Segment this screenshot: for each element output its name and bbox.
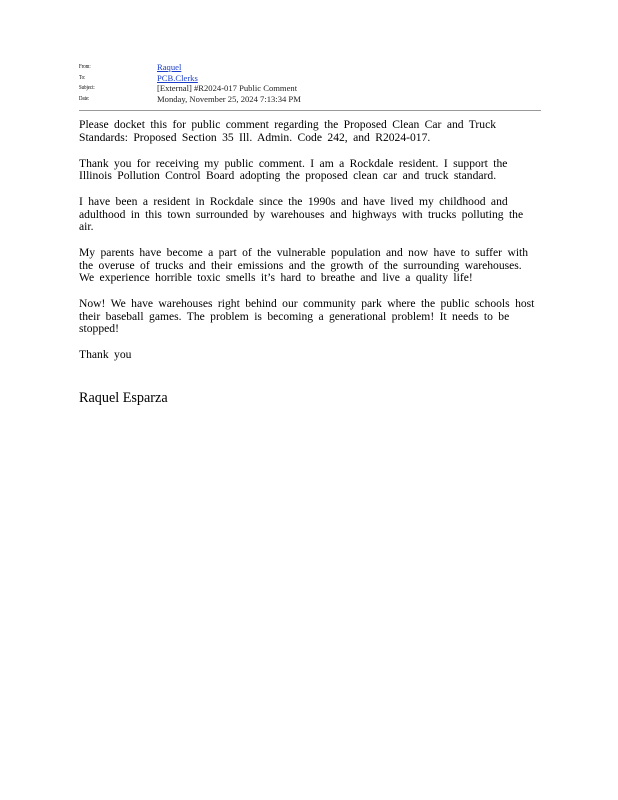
date-row [79,94,541,105]
from-sender-link[interactable]: Raquel [157,62,182,72]
header-divider [79,110,541,111]
body-paragraph-warehouses: Now! We have warehouses right behind our community park where the public schools host their baseball games. The problem is becoming a generational problem! It needs to be stopped! [79,297,535,335]
body-paragraph-support: Thank you for receiving my public comment. I am a Rockdale resident. I support the Illinois Pollution Control Board adopting the proposed clean car and truck standard. [79,156,508,182]
body-paragraph-resident: I have been a resident in Rockdale since the 1990s and have lived my childhood and adulthood in this town surrounded by warehouses and highways with trucks polluting the air. [79,195,524,233]
to-label: To: [79,74,86,81]
body-closing: Thank you [79,348,132,361]
date-label: Date: [79,95,90,102]
subject-row [79,83,541,94]
from-label: From: [79,64,91,70]
to-recipient-link[interactable]: PCB.Clerks [157,72,198,83]
subject-value: [External] #R2024-017 Public Comment [157,83,298,93]
body-paragraph-parents: My parents have become a part of the vulnerable population and now have to suffer with the overuse of trucks and their emissions and the growth of the surrounding warehouses. We experience horrible toxic smells it’s hard to breathe and live a quality life! [79,246,529,284]
body-paragraph-docket: Please docket this for public comment regarding the Proposed Clean Car and Truck Standards: Proposed Section 35 Ill. Admin. Code 242, and R2024-017. [79,118,497,144]
email-header [79,62,541,104]
date-value: Monday, November 25, 2024 7:13:34 PM [157,93,301,104]
from-row [79,62,541,73]
to-row [79,73,541,84]
email-body [79,119,539,362]
subject-label: Subject: [79,85,95,91]
signature: Raquel Esparza [79,390,168,406]
